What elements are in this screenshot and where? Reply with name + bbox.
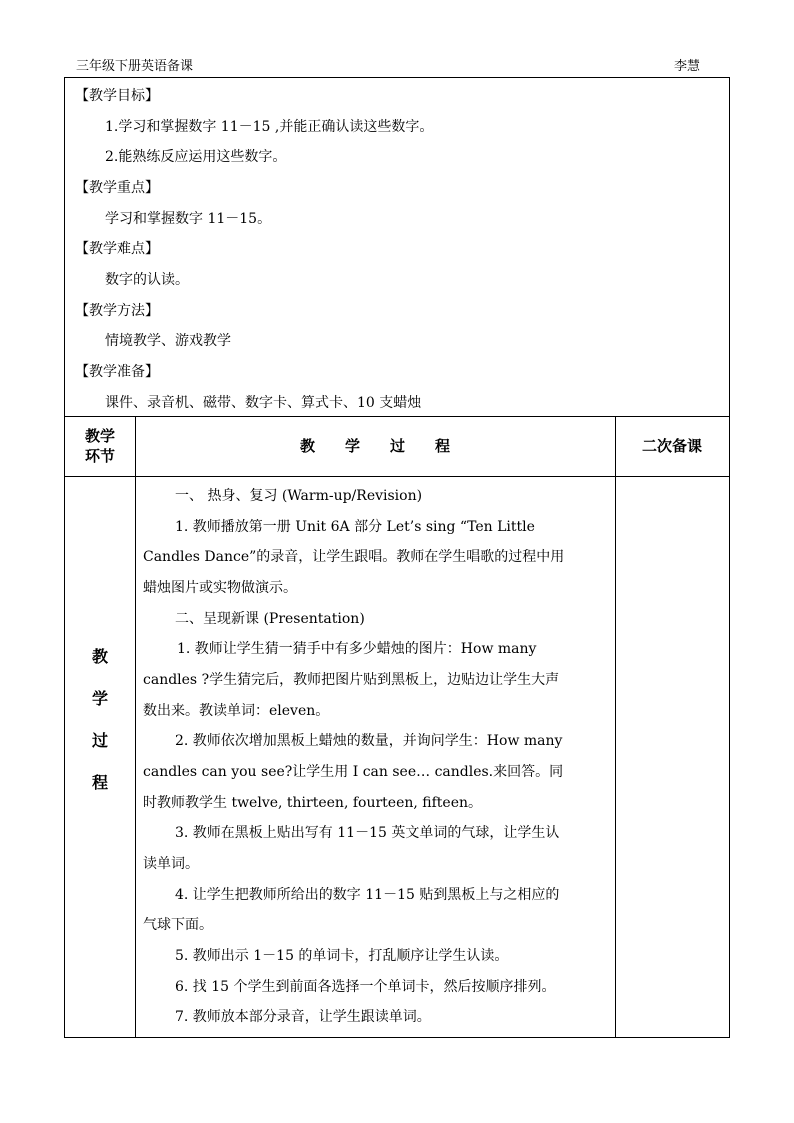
process-line: 3. 教师在黑板上贴出写有 11－15 英文单词的气球，让学生认 <box>175 825 560 841</box>
column-divider <box>615 416 616 1038</box>
stage-header-line2: 环节 <box>84 447 115 465</box>
difficulties-text: 数字的认读。 <box>105 272 189 288</box>
process-line: 二、呈现新课 (Presentation) <box>175 611 365 627</box>
objectives-heading: 【教学目标】 <box>75 88 159 104</box>
process-column-header: 教 学 过 程 <box>299 437 450 455</box>
divider-line <box>65 476 729 477</box>
column-divider <box>135 416 136 1038</box>
process-line: 时教师教学生 twelve, thirteen, fourteen, fifteen。 <box>143 795 483 811</box>
process-line: 1. 教师播放第一册 Unit 6A 部分 Let’s sing “Ten Little <box>175 519 535 535</box>
process-line: 数出来。教读单词：eleven。 <box>143 703 330 719</box>
process-line: 6. 找 15 个学生到前面各选择一个单词卡，然后按顺序排列。 <box>175 979 556 995</box>
preparation-heading: 【教学准备】 <box>75 364 159 380</box>
divider-line <box>65 416 729 417</box>
process-line: Candles Dance”的录音，让学生跟唱。教师在学生唱歌的过程中用 <box>143 549 565 565</box>
process-line: candles ?学生猜完后，教师把图片贴到黑板上，边贴边让学生大声 <box>143 672 560 688</box>
objective-item: 2.能熟练反应运用这些数字。 <box>105 149 287 165</box>
process-line: 气球下面。 <box>143 917 213 933</box>
process-line: 2. 教师依次增加黑板上蜡烛的数量，并询问学生：How many <box>175 733 563 749</box>
stage-header-line1: 教学 <box>84 427 115 445</box>
teacher-name: 李慧 <box>673 59 700 74</box>
section-label-char: 教 <box>91 647 108 666</box>
section-label-char: 程 <box>91 773 108 792</box>
process-line: 读单词。 <box>143 856 199 872</box>
section-label-char: 学 <box>91 689 108 708</box>
preparation-text: 课件、录音机、磁带、数字卡、算式卡、10 支蜡烛 <box>105 395 422 411</box>
page-header <box>64 57 730 77</box>
revision-column-header: 二次备课 <box>641 437 702 455</box>
difficulties-heading: 【教学难点】 <box>75 241 159 257</box>
key-points-heading: 【教学重点】 <box>75 180 159 196</box>
course-title: 三年级下册英语备课 <box>76 59 194 74</box>
methods-text: 情境教学、游戏教学 <box>105 333 231 349</box>
process-line: 蜡烛图片或实物做演示。 <box>143 580 297 596</box>
process-line: 5. 教师出示 1－15 的单词卡，打乱顺序让学生认读。 <box>175 948 509 964</box>
process-line: 4. 让学生把教师所给出的数字 11－15 贴到黑板上与之相应的 <box>175 887 560 903</box>
section-label-char: 过 <box>91 731 108 750</box>
methods-heading: 【教学方法】 <box>75 303 159 319</box>
key-points-text: 学习和掌握数字 11－15。 <box>105 211 272 227</box>
process-line: 一、 热身、复习 (Warm-up/Revision) <box>175 488 423 504</box>
lesson-plan-table <box>64 77 730 1038</box>
objective-item: 1.学习和掌握数字 11－15 ,并能正确认读这些数字。 <box>105 119 434 135</box>
process-line: 7. 教师放本部分录音，让学生跟读单词。 <box>175 1009 431 1025</box>
stage-column-header <box>65 426 135 466</box>
process-line: candles can you see?让学生用 I can see… candles.来回答。同 <box>143 764 564 780</box>
process-line: 1. 教师让学生猜一猜手中有多少蜡烛的图片：How many <box>177 641 537 657</box>
